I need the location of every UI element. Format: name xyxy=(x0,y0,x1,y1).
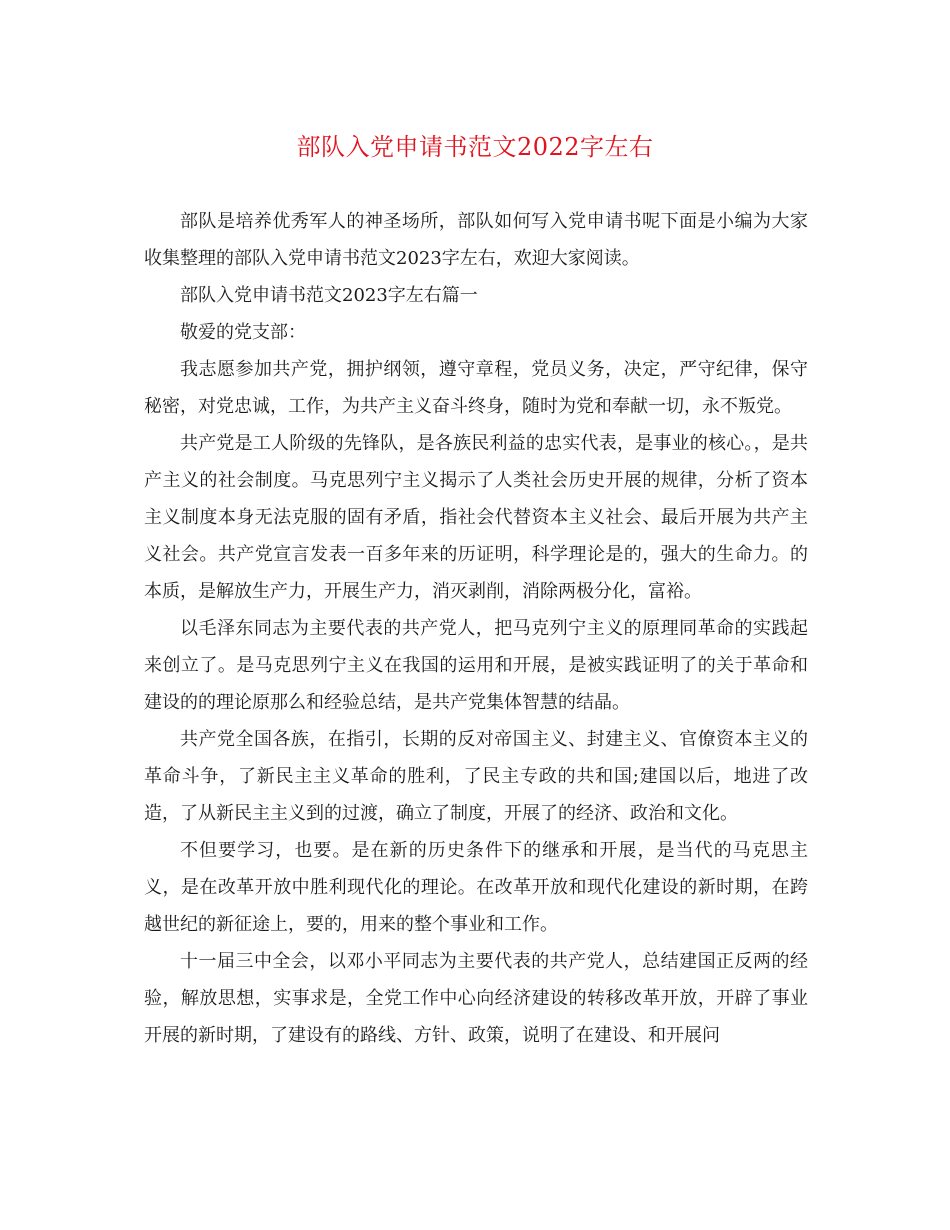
paragraph-intro: 部队是培养优秀军人的神圣场所，部队如何写入党申请书呢下面是小编为大家收集整理的部队入党申请书范文2023字左右，欢迎大家阅读。 xyxy=(144,211,808,269)
document-body xyxy=(144,203,808,1054)
document-title: 部队入党申请书范文2022字左右 xyxy=(296,133,654,161)
paragraph: 我志愿参加共产党，拥护纲领，遵守章程，党员义务，决定，严守纪律，保守秘密，对党忠诚，工作，为共产主义奋斗终身，随时为党和奉献一切，永不叛党。 xyxy=(144,359,808,417)
paragraph: 以毛泽东同志为主要代表的共产党人，把马克列宁主义的原理同革命的实践起来创立了。是马克思列宁主义在我国的运用和开展，是被实践证明了的关于革命和建设的的理论原那么和经验总结，是共产党集体智慧的结晶。 xyxy=(144,618,808,713)
paragraph: 不但要学习，也要。是在新的历史条件下的继承和开展，是当代的马克思主义，是在改革开放中胜利现代化的理论。在改革开放和现代化建设的新时期，在跨越世纪的新征途上，要的，用来的整个事业和工作。 xyxy=(144,840,808,935)
paragraph: 共产党全国各族，在指引，长期的反对帝国主义、封建主义、官僚资本主义的革命斗争，了新民主主义革命的胜利，了民主专政的共和国;建国以后，地进了改造，了从新民主主义到的过渡，确立了制度，开展了的经济、政治和文化。 xyxy=(144,729,808,824)
paragraph: 共产党是工人阶级的先锋队，是各族民利益的忠实代表，是事业的核心。，是共产主义的社会制度。马克思列宁主义揭示了人类社会历史开展的规律，分析了资本主义制度本身无法克服的固有矛盾，指社会代替资本主义社会、最后开展为共产主义社会。共产党宣言发表一百多年来的历证明，科学理论是的，强大的生命力。的本质，是解放生产力，开展生产力，消灭剥削，消除两极分化，富裕。 xyxy=(144,433,808,602)
paragraph: 十一届三中全会，以邓小平同志为主要代表的共产党人，总结建国正反两的经验，解放思想，实事求是，全党工作中心向经济建设的转移改革开放，开辟了事业开展的新时期，了建设有的路线、方针、政策，说明了在建设、和开展问 xyxy=(144,951,808,1046)
paragraph-subtitle: 部队入党申请书范文2023字左右篇一 xyxy=(180,285,478,306)
paragraph-salutation: 敬爱的党支部： xyxy=(180,322,306,343)
